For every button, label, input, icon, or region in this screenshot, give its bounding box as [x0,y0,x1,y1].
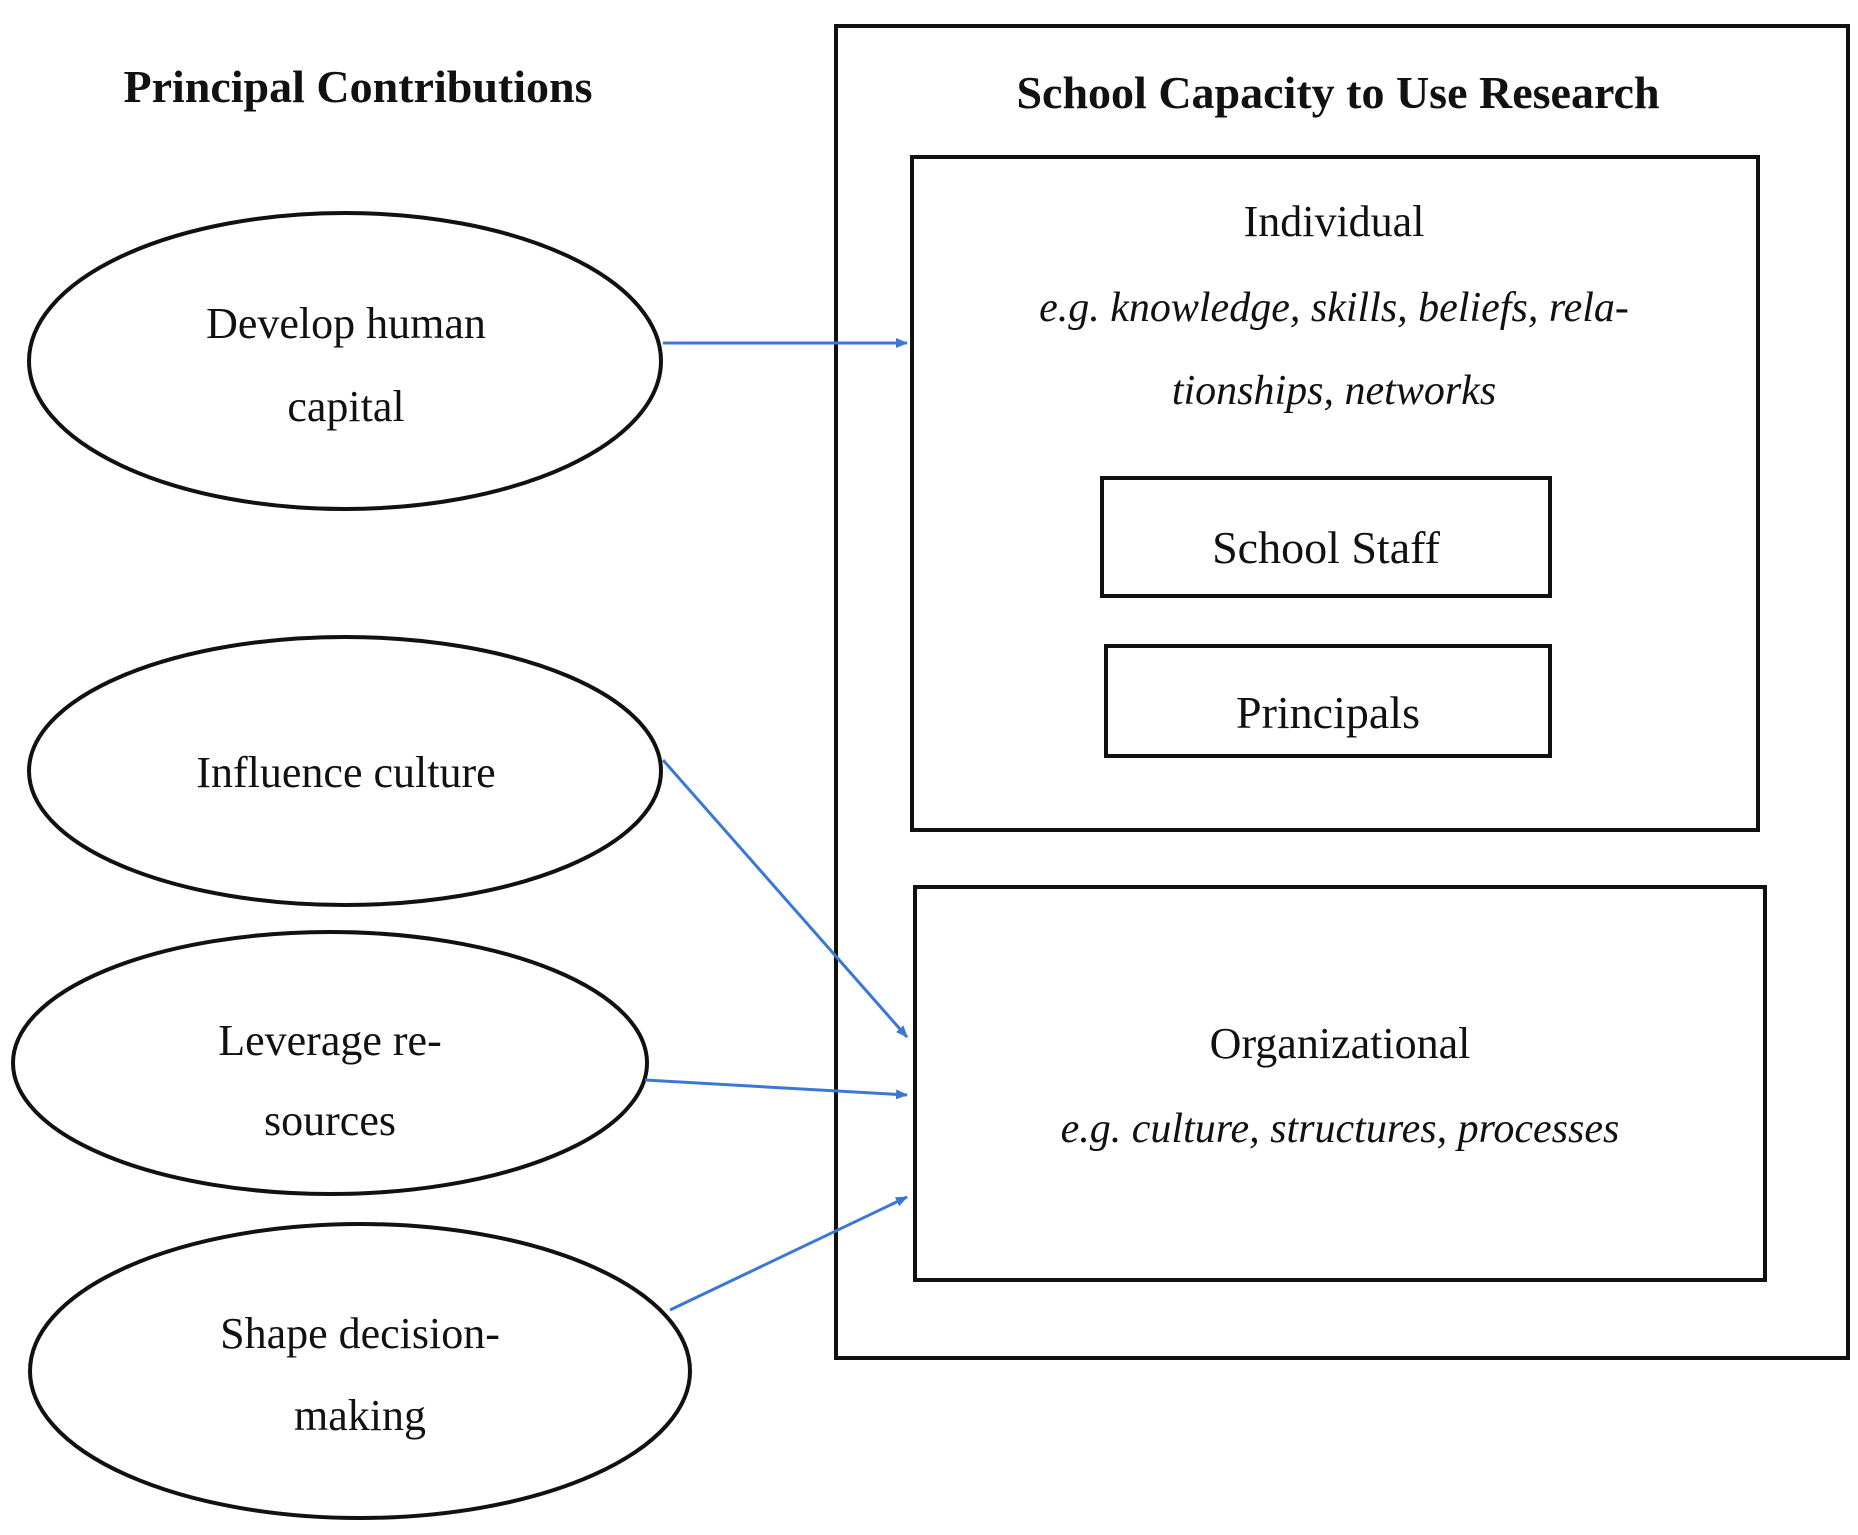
contribution-4-line-1: Shape decision- [220,1309,500,1358]
organizational-title: Organizational [1209,1019,1471,1068]
individual-title: Individual [1243,197,1425,246]
organizational-examples: e.g. culture, structures, processes [1060,1106,1620,1152]
contribution-develop-human-capital [29,213,661,509]
contribution-1-line-2: capital [287,382,405,431]
individual-examples-line-1: e.g. knowledge, skills, beliefs, rela- [1039,285,1629,331]
contribution-1-line-1: Develop human [206,299,486,348]
arrow-culture-to-organizational [663,760,907,1037]
contribution-2-line-1: Influence culture [196,748,496,797]
organizational-box [915,887,1765,1280]
principals-label: Principals [1236,687,1420,738]
school-staff-label: School Staff [1212,522,1440,573]
contribution-shape-decision-making [30,1224,690,1518]
arrow-decision-making-to-organizational [670,1197,907,1310]
contribution-3-line-1: Leverage re- [218,1016,442,1065]
contribution-3-line-2: sources [264,1096,396,1145]
principal-contributions-heading: Principal Contributions [123,61,593,112]
arrow-resources-to-organizational [645,1080,907,1095]
individual-examples-line-2: tionships, networks [1171,368,1497,414]
school-capacity-heading: School Capacity to Use Research [1016,67,1660,118]
contribution-4-line-2: making [294,1391,426,1440]
